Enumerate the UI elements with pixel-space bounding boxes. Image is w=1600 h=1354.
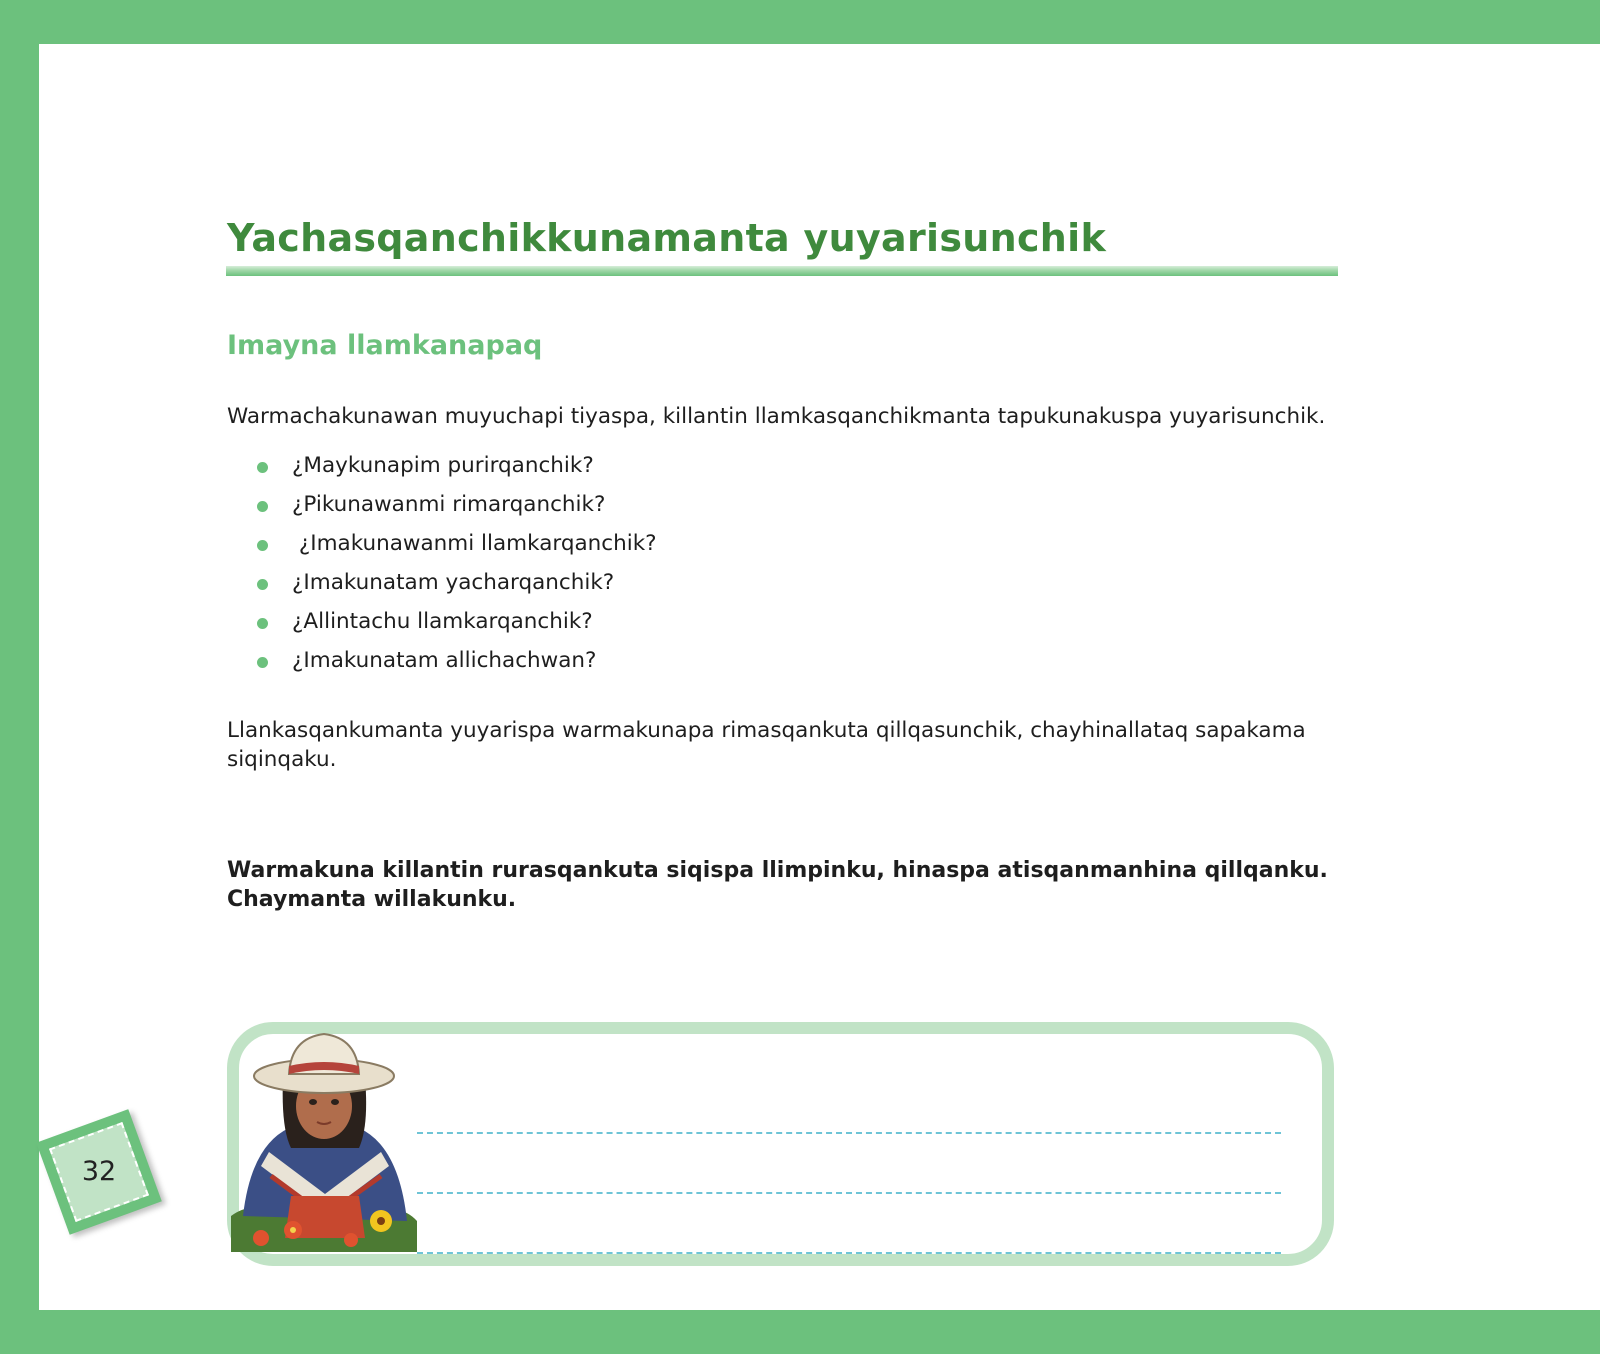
question-text: ¿Allintachu llamkarqanchik? xyxy=(292,609,593,634)
writing-line-1[interactable] xyxy=(417,1132,1281,1134)
question-item xyxy=(227,490,657,529)
page-title: Yachasqanchikkunamanta yuyarisunchik xyxy=(227,216,1107,260)
intro-paragraph: Warmachakunawan muyuchapi tiyaspa, killantin llamkasqanchikmanta tapukunakuspa yuyarisunchik. xyxy=(227,404,1326,429)
task-instruction: Warmakuna killantin rurasqankuta siqispa llimpinku, hinaspa atisqanmanhina qillqanku. Chaymanta willakunku. xyxy=(227,858,1328,912)
girl-illustration xyxy=(231,1016,417,1252)
writing-line-3[interactable] xyxy=(417,1252,1281,1254)
workbook-page xyxy=(39,44,1600,1310)
bullet-icon xyxy=(257,501,268,512)
writing-line-2[interactable] xyxy=(417,1192,1281,1194)
question-item xyxy=(227,646,657,685)
question-item xyxy=(227,607,657,646)
question-text: ¿Imakunatam allichachwan? xyxy=(292,648,597,673)
question-text: ¿Imakunawanmi llamkarqanchik? xyxy=(292,531,657,556)
outro-paragraph: Llankasqankumanta yuyarispa warmakunapa rimasqankuta qillqasunchik, chayhinallataq sapakama siqinqaku. xyxy=(227,718,1306,772)
title-underline xyxy=(226,266,1338,276)
question-text: ¿Maykunapim purirqanchik? xyxy=(292,453,594,478)
bullet-icon xyxy=(257,540,268,551)
question-item xyxy=(227,529,657,568)
section-heading: Imayna llamkanapaq xyxy=(227,330,543,361)
bullet-icon xyxy=(257,462,268,473)
question-item xyxy=(227,451,657,490)
question-item xyxy=(227,568,657,607)
bullet-icon xyxy=(257,579,268,590)
question-text: ¿Pikunawanmi rimarqanchik? xyxy=(292,492,606,517)
question-list xyxy=(227,451,657,685)
page-number: 32 xyxy=(81,1156,117,1187)
bullet-icon xyxy=(257,618,268,629)
question-text: ¿Imakunatam yacharqanchik? xyxy=(292,570,615,595)
bullet-icon xyxy=(257,657,268,668)
